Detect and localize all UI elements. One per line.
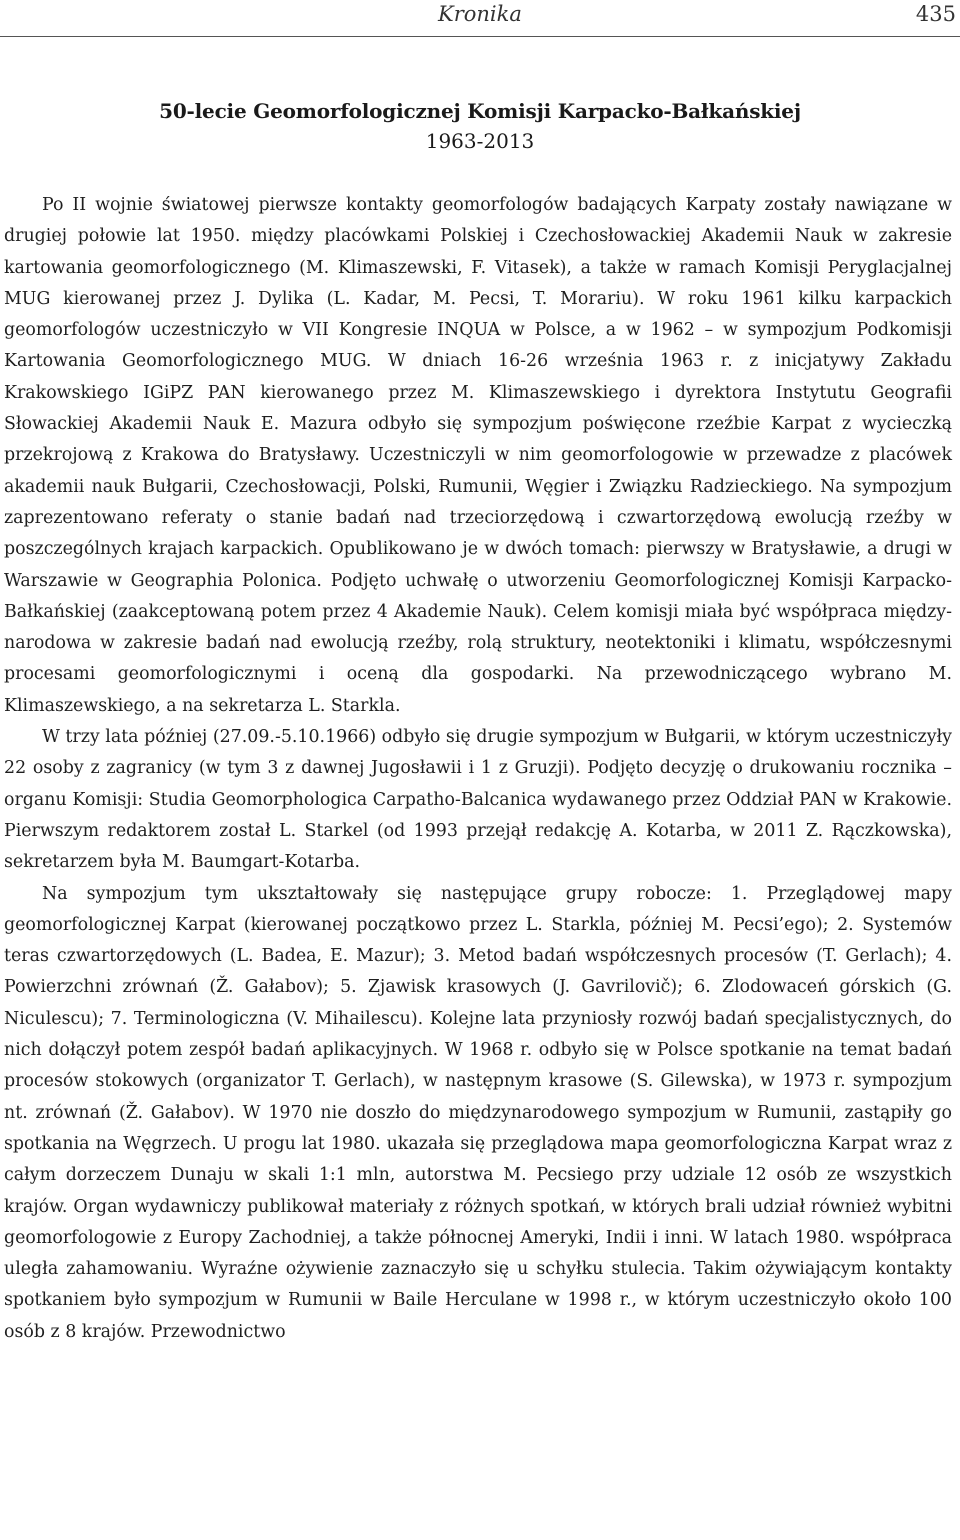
article-title: 50-lecie Geomorfologicznej Komisji Karpacko-Bałkańskiej	[159, 99, 801, 123]
running-header	[0, 0, 960, 36]
article-heading	[0, 96, 960, 156]
paragraph: Na sympozjum tym ukształtowały się następujące grupy robocze: 1. Przeglądowej mapy geomorfologicznej Karpat (kierowanej początkowo przez L. Starkla, później M. Pecsi’ego); 2. Systemów teras czwartorzędowych (L. Badea, E. Mazur); 3. Metod badań współczesnych procesów (T. Gerlach); 4. Powierzchni zrównań (Ž. Gałabov); 5. Zjawisk krasowych (J. Gavrilovič); 6. Zlodowaceń górskich (G. Niculescu); 7. Terminologiczna (V. Mihailescu). Kolejne lata przyniosły rozwój badań specjalistycznych, do nich dołączył potem zespół badań aplikacyjnych. W 1968 r. odbyło się w Polsce spotkanie na temat badań procesów stokowych (organizator T. Gerlach), w następnym krasowe (S. Gilewska), w 1973 r. sympozjum nt. zrównań (Ž. Gałabov). W 1970 nie doszło do międzynarodowego sympozjum w Rumunii, zastąpiły go spotkania na Węgrzech. U progu lat 1980. ukazała się przeglądowa mapa geomorfologiczna Karpat wraz z całym dorzeczem Dunaju w skali 1:1 mln, autorstwa M. Pecsiego przy udziale 12 osób ze wszystkich krajów. Organ wydawniczy publikował materiały z różnych spotkań, w których brali udział również wybitni geomorfologowie z Europy Zachodniej, a także północnej Ameryki, Indii i inni. W latach 1980. współpraca uległa zahamowaniu. Wyraźne ożywienie zaznaczyło się u schyłku stulecia. Takim ożywiającym kontakty spotkaniem było sympozjum w Rumunii w Baile Herculane w 1998 r., w którym uczestniczyło około 100 osób z 8 krajów. Przewodnictwo	[4, 883, 952, 1342]
paragraph: W trzy lata później (27.09.-5.10.1966) odbyło się drugie sympozjum w Bułgarii, w którym uczestniczyły 22 osoby z zagranicy (w tym 3 z dawnej Jugosławii i 1 z Gruzji). Podjęto decyzję o drukowaniu rocznika – organu Komisji: Studia Geomorphologica Carpatho-Balcanica wydawanego przez Oddział PAN w Krakowie. Pierwszym redaktorem został L. Starkel (od 1993 przejął redakcję A. Kotarba, w 2011 Z. Rączkowska), sekretarzem była M. Baumgart-Kotarba.	[4, 727, 952, 873]
paragraph: Po II wojnie światowej pierwsze kontakty geomorfologów badających Karpaty zostały nawiązane w drugiej połowie lat 1950. między placówkami Polskiej i Czechosłowackiej Akademii Nauk w zakresie kartowania geomorfologicznego (M. Klimaszewski, F. Vitasek), a także w ramach Komisji Peryglacjalnej MUG kierowanej przez J. Dylika (L. Kadar, M. Pecsi, T. Morariu). W roku 1961 kilku karpackich geomorfologów uczestniczyło w VII Kongresie INQUA w Polsce, a w 1962 – w sympozjum Podkomisji Kartowania Geomorfologicznego MUG. W dniach 16-26 września 1963 r. z inicjatywy Zakładu Krakowskiego IGiPZ PAN kierowanego przez M. Klimaszewskiego i dyrektora Instytutu Geografii Słowackiej Akademii Nauk E. Mazura odbyło się sympozjum poświęcone rzeźbie Karpat z wycieczką przekrojową z Krakowa do Bratysławy. Uczestniczyli w nim geomorfologowie w przewadze z placówek akademii nauk Bułgarii, Czechosłowacji, Polski, Rumunii, Węgier i Związku Radzieckiego. Na sympozjum zaprezentowano referaty o stanie badań nad trzeciorzędową i czwartorzędową ewolucją rzeźby w poszczególnych krajach karpackich. Opublikowano je w dwóch tomach: pierwszy w Bratysławie, a drugi w Warszawie w Geographia Polonica. Podjęto uchwałę o utworzeniu Geomorfologicznej Komisji Karpacko-Bałkańskiej (zaakceptowaną potem przez 4 Akademie Nauk). Celem komisji miała być współpraca międzynarodowa w zakresie badań nad ewolucją rzeźby, rolą struktury, neotektoniki i klimatu, współczesnymi procesami geomorfologicznymi i oceną dla gospodarki. Na przewodniczącego wybrano M. Klimaszewskiego, a na sekretarza L. Starkla.	[4, 195, 952, 716]
page-number: 435	[915, 2, 956, 26]
article-date-range: 1963-2013	[425, 129, 535, 153]
section-title: Kronika	[438, 2, 522, 26]
article-body	[4, 190, 952, 1348]
header-divider	[0, 36, 960, 37]
